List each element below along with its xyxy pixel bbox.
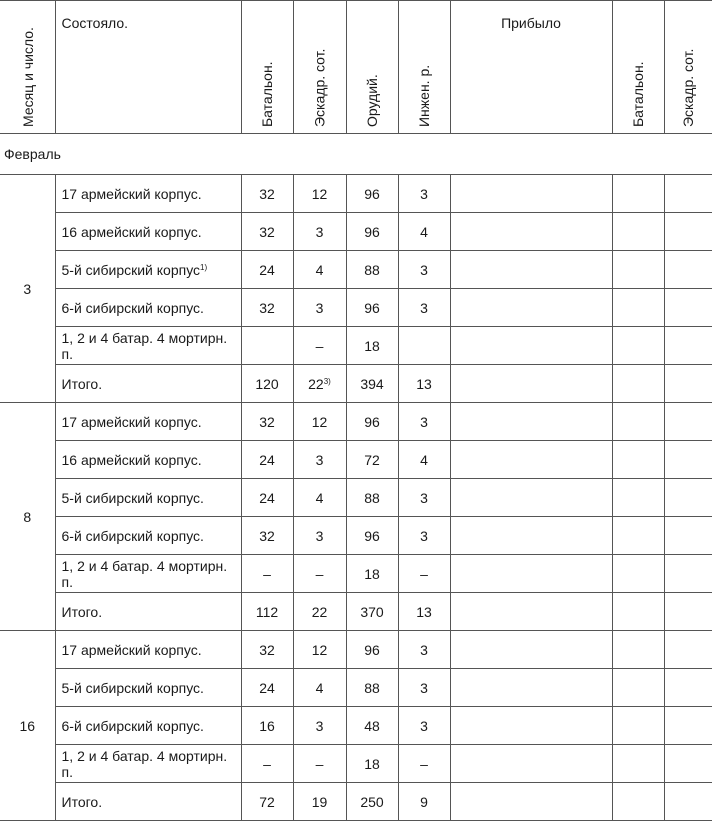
arrived-cell [450, 441, 612, 479]
guns-cell: 96 [346, 289, 398, 327]
guns-cell: 96 [346, 175, 398, 213]
table-row [0, 175, 712, 213]
arrived-squadrons-cell [664, 631, 712, 669]
squadrons-cell [293, 289, 346, 327]
date-cell: 16 [0, 631, 55, 821]
arrived-battalions-cell [612, 327, 664, 365]
squadrons-cell [293, 479, 346, 517]
table-row [0, 479, 712, 517]
unit-name-cell [55, 441, 241, 479]
unit-name: 6-й сибирский корпус. [61, 299, 204, 316]
squadrons-value: – [315, 755, 324, 772]
engineers-cell: 3 [398, 707, 450, 745]
arrived-squadrons-cell [664, 783, 712, 821]
unit-name-cell [55, 403, 241, 441]
arrived-battalions-cell [612, 783, 664, 821]
arrived-squadrons-cell [664, 555, 712, 593]
guns-cell: 72 [346, 441, 398, 479]
arrived-battalions-cell [612, 289, 664, 327]
arrived-cell [450, 783, 612, 821]
engineers-cell: 3 [398, 517, 450, 555]
arrived-squadrons-cell [664, 327, 712, 365]
unit-name-cell [55, 783, 241, 821]
unit-name-cell [55, 593, 241, 631]
squadrons-value: 12 [311, 641, 328, 658]
arrived-squadrons-cell [664, 441, 712, 479]
footnote-mark: 3) [323, 376, 331, 386]
arrived-cell [450, 327, 612, 365]
arrived-cell [450, 669, 612, 707]
unit-name-cell [55, 707, 241, 745]
engineers-cell: 3 [398, 669, 450, 707]
battalions-cell: 24 [241, 441, 293, 479]
arrived-battalions-cell [612, 669, 664, 707]
unit-name-cell [55, 555, 241, 593]
engineers-cell: 3 [398, 175, 450, 213]
battalions-cell: 24 [241, 479, 293, 517]
unit-name: Итого. [61, 375, 103, 392]
arrived-cell [450, 175, 612, 213]
battalions-cell [241, 327, 293, 365]
unit-name: 1, 2 и 4 батар. 4 мортирн. п. [61, 557, 228, 590]
squadrons-cell [293, 213, 346, 251]
guns-cell: 96 [346, 631, 398, 669]
squadrons-cell [293, 555, 346, 593]
battalions-cell: 120 [241, 365, 293, 403]
table-row [0, 555, 712, 593]
header-arrived: Прибыло [450, 1, 612, 134]
header-battalions-arrived: Батальон. [612, 1, 664, 134]
battalions-cell: 72 [241, 783, 293, 821]
squadrons-cell [293, 517, 346, 555]
battalions-cell: 32 [241, 403, 293, 441]
table-row [0, 327, 712, 365]
guns-cell: 250 [346, 783, 398, 821]
table-row [0, 213, 712, 251]
arrived-squadrons-cell [664, 517, 712, 555]
arrived-cell [450, 593, 612, 631]
engineers-cell: 13 [398, 593, 450, 631]
squadrons-value: 3 [315, 717, 324, 734]
arrived-cell [450, 289, 612, 327]
unit-name-cell [55, 479, 241, 517]
battalions-cell: 32 [241, 517, 293, 555]
arrived-squadrons-cell [664, 593, 712, 631]
header-engineers: Инжен. р. [398, 1, 450, 134]
arrived-battalions-cell [612, 403, 664, 441]
table-row [0, 441, 712, 479]
battalions-cell: 32 [241, 289, 293, 327]
arrived-squadrons-cell [664, 289, 712, 327]
arrived-squadrons-cell [664, 251, 712, 289]
unit-name: 5-й сибирский корпус. [61, 489, 204, 506]
unit-name-cell [55, 251, 241, 289]
unit-name-cell [55, 669, 241, 707]
squadrons-cell [293, 783, 346, 821]
guns-cell: 96 [346, 517, 398, 555]
squadrons-cell [293, 251, 346, 289]
table-row [0, 707, 712, 745]
guns-cell: 370 [346, 593, 398, 631]
unit-name: 6-й сибирский корпус. [61, 717, 204, 734]
table-row [0, 403, 712, 441]
date-cell: 3 [0, 175, 55, 403]
guns-cell: 18 [346, 327, 398, 365]
arrived-squadrons-cell [664, 669, 712, 707]
engineers-cell: – [398, 745, 450, 783]
squadrons-cell [293, 327, 346, 365]
engineers-cell: 3 [398, 289, 450, 327]
arrived-battalions-cell [612, 251, 664, 289]
squadrons-value: 3 [315, 299, 324, 316]
squadrons-value: 12 [311, 185, 328, 202]
squadrons-cell [293, 707, 346, 745]
arrived-battalions-cell [612, 175, 664, 213]
squadrons-cell [293, 403, 346, 441]
guns-cell: 18 [346, 555, 398, 593]
header-squadrons: Эскадр. сот. [293, 1, 346, 134]
arrived-battalions-cell [612, 745, 664, 783]
squadrons-cell [293, 669, 346, 707]
unit-name-cell [55, 213, 241, 251]
battalions-cell: – [241, 745, 293, 783]
arrived-battalions-cell [612, 593, 664, 631]
header-battalions: Батальон. [241, 1, 293, 134]
unit-name: 5-й сибирский корпус [61, 261, 201, 278]
table-row [0, 669, 712, 707]
header-squadrons-arrived: Эскадр. сот. [664, 1, 712, 134]
squadrons-cell [293, 745, 346, 783]
squadrons-cell [293, 631, 346, 669]
arrived-cell [450, 631, 612, 669]
arrived-battalions-cell [612, 365, 664, 403]
squadrons-value: 22 [308, 375, 324, 392]
header-row [0, 1, 712, 134]
arrived-squadrons-cell [664, 403, 712, 441]
engineers-cell: 3 [398, 479, 450, 517]
guns-cell: 394 [346, 365, 398, 403]
squadrons-value: 4 [315, 261, 324, 278]
unit-name: 5-й сибирский корпус. [61, 679, 204, 696]
arrived-battalions-cell [612, 631, 664, 669]
squadrons-value: – [315, 337, 324, 354]
battalions-cell: – [241, 555, 293, 593]
arrived-cell [450, 555, 612, 593]
squadrons-value: 4 [315, 679, 324, 696]
table-row [0, 631, 712, 669]
engineers-cell: – [398, 555, 450, 593]
footnote-mark: 1) [200, 262, 208, 272]
arrived-cell [450, 365, 612, 403]
squadrons-cell [293, 441, 346, 479]
table-row [0, 251, 712, 289]
unit-name-cell [55, 631, 241, 669]
squadrons-value: 3 [315, 451, 324, 468]
table-row [0, 593, 712, 631]
arrived-squadrons-cell [664, 707, 712, 745]
battalions-cell: 32 [241, 631, 293, 669]
arrived-squadrons-cell [664, 175, 712, 213]
squadrons-cell [293, 365, 346, 403]
unit-name: 1, 2 и 4 батар. 4 мортирн. п. [61, 747, 228, 780]
unit-name: 16 армейский корпус. [61, 223, 202, 240]
header-consisted: Состояло. [55, 1, 241, 134]
squadrons-value: 3 [315, 223, 324, 240]
unit-name: 17 армейский корпус. [61, 185, 202, 202]
battalions-cell: 24 [241, 669, 293, 707]
arrived-cell [450, 251, 612, 289]
table-row [0, 365, 712, 403]
engineers-cell: 3 [398, 631, 450, 669]
arrived-cell [450, 213, 612, 251]
unit-name: 16 армейский корпус. [61, 451, 202, 468]
unit-name-cell [55, 289, 241, 327]
arrived-battalions-cell [612, 479, 664, 517]
guns-cell: 96 [346, 403, 398, 441]
arrived-squadrons-cell [664, 365, 712, 403]
unit-name: 17 армейский корпус. [61, 641, 202, 658]
engineers-cell: 9 [398, 783, 450, 821]
squadrons-value: – [315, 565, 324, 582]
engineers-cell: 13 [398, 365, 450, 403]
arrived-cell [450, 745, 612, 783]
unit-name: 1, 2 и 4 батар. 4 мортирн. п. [61, 329, 228, 362]
unit-name-cell [55, 745, 241, 783]
arrived-squadrons-cell [664, 479, 712, 517]
squadrons-value: 12 [311, 413, 328, 430]
unit-name: 6-й сибирский корпус. [61, 527, 204, 544]
unit-name: Итого. [61, 603, 103, 620]
guns-cell: 88 [346, 669, 398, 707]
arrived-battalions-cell [612, 707, 664, 745]
battalions-cell: 32 [241, 213, 293, 251]
unit-name-cell [55, 175, 241, 213]
guns-cell: 18 [346, 745, 398, 783]
battalions-cell: 24 [241, 251, 293, 289]
battalions-cell: 112 [241, 593, 293, 631]
guns-cell: 48 [346, 707, 398, 745]
arrived-cell [450, 707, 612, 745]
arrived-cell [450, 403, 612, 441]
arrived-squadrons-cell [664, 213, 712, 251]
table-row [0, 745, 712, 783]
unit-name: Итого. [61, 793, 103, 810]
arrived-cell [450, 479, 612, 517]
battalions-cell: 32 [241, 175, 293, 213]
table-row [0, 289, 712, 327]
table-row [0, 517, 712, 555]
unit-name: 17 армейский корпус. [61, 413, 202, 430]
guns-cell: 96 [346, 213, 398, 251]
squadrons-value: 4 [315, 489, 324, 506]
engineers-cell: 4 [398, 441, 450, 479]
arrived-battalions-cell [612, 441, 664, 479]
section-month: Февраль [0, 134, 712, 175]
header-guns: Орудий. [346, 1, 398, 134]
squadrons-cell [293, 175, 346, 213]
engineers-cell: 4 [398, 213, 450, 251]
engineers-cell: 3 [398, 251, 450, 289]
table-row [0, 783, 712, 821]
squadrons-value: 19 [311, 793, 328, 810]
arrived-battalions-cell [612, 555, 664, 593]
arrived-cell [450, 517, 612, 555]
engineers-cell: 3 [398, 403, 450, 441]
squadrons-cell [293, 593, 346, 631]
engineers-cell [398, 327, 450, 365]
battalions-cell: 16 [241, 707, 293, 745]
table-body [0, 134, 712, 821]
header-date: Месяц и число. [0, 1, 55, 134]
date-cell: 8 [0, 403, 55, 631]
unit-name-cell [55, 365, 241, 403]
unit-name-cell [55, 327, 241, 365]
squadrons-value: 3 [315, 527, 324, 544]
guns-cell: 88 [346, 251, 398, 289]
section-row [0, 134, 712, 175]
squadrons-value: 22 [311, 603, 328, 620]
guns-cell: 88 [346, 479, 398, 517]
arrived-battalions-cell [612, 213, 664, 251]
arrived-battalions-cell [612, 517, 664, 555]
unit-name-cell [55, 517, 241, 555]
arrived-squadrons-cell [664, 745, 712, 783]
